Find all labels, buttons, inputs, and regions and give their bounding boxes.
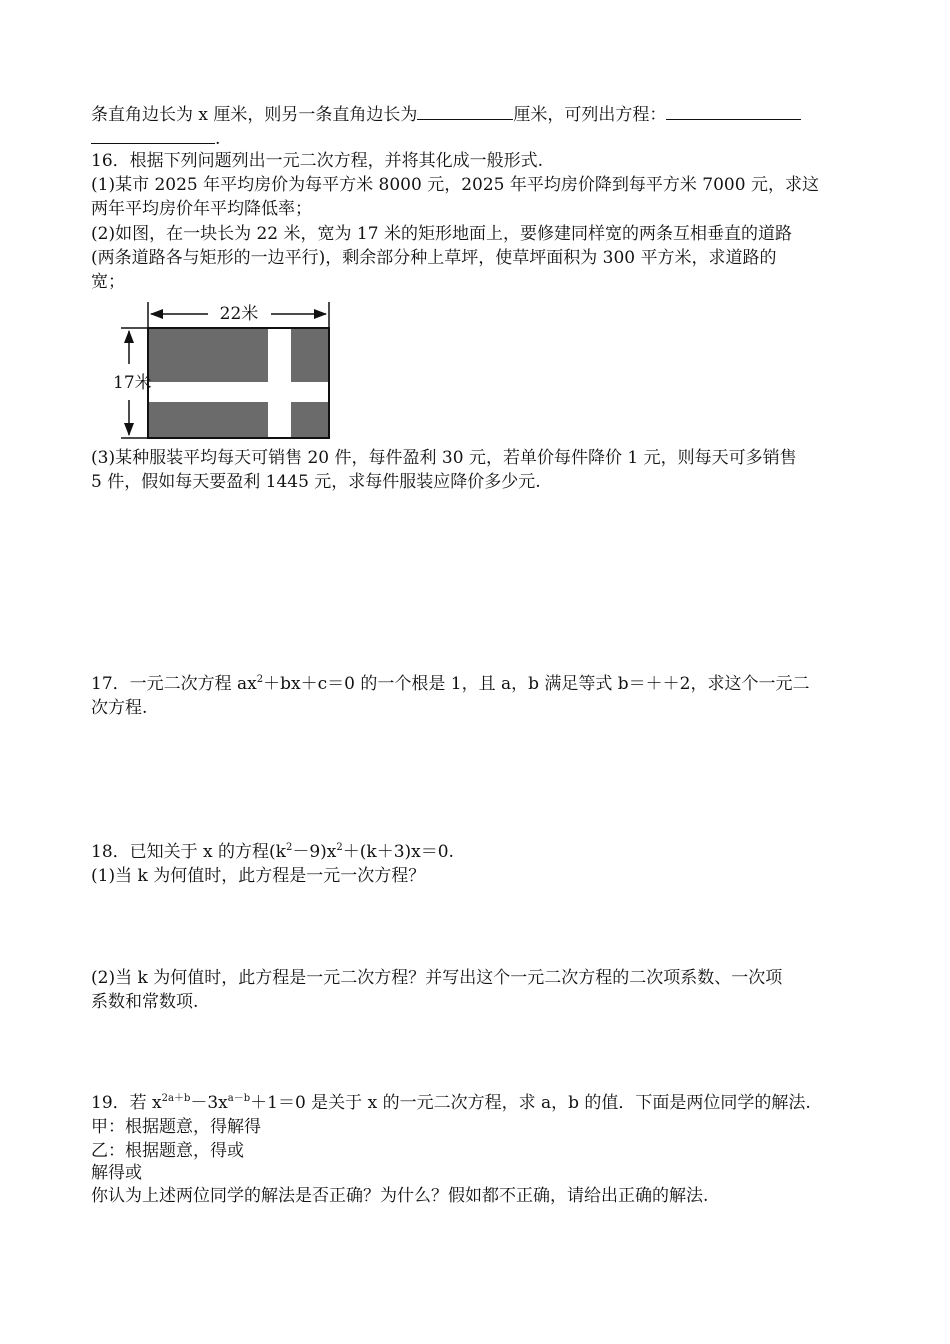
q17-exponent: 2 [256, 674, 264, 685]
q19-solution-yi-solve: 解得或 [91, 1163, 142, 1183]
q15-answer-blank-2[interactable] [666, 102, 801, 120]
q19-text-b: －3x [190, 1093, 228, 1113]
q18-exponent-2: 2 [336, 842, 343, 853]
width-arrowhead-left [150, 309, 163, 319]
q15-line2 [91, 126, 220, 151]
q18-text-b: －9)x [292, 842, 337, 862]
lawn-top-left [149, 329, 268, 382]
q15-line1 [91, 102, 801, 127]
q17-text-b: ＋bx＋c＝0 的一个根是 1，且 a，b 满足等式 b＝＋＋2，求这个一元二 [263, 674, 810, 694]
q16-part2-line2: (两条道路各与矩形的一边平行)，剩余部分种上草坪，使草坪面积为 300 平方米，求道路的 [91, 248, 777, 268]
height-arrowhead-bottom [124, 423, 134, 436]
q18-part2-line2: 系数和常数项. [91, 992, 199, 1012]
q15-text-a: 条直角边长为 x 厘米，则另一条直角边长为 [91, 105, 418, 125]
q15-text-b: 厘米，可列出方程： [513, 105, 667, 125]
q18-part1: (1)当 k 为何值时，此方程是一元一次方程？ [91, 866, 426, 886]
q19-text-a: 19．若 x [91, 1093, 162, 1113]
q16-stem: 16．根据下列问题列出一元二次方程，并将其化成一般形式. [91, 151, 544, 171]
width-arrowhead-right [314, 309, 327, 319]
q19-exponent-1: 2a＋b [161, 1093, 191, 1104]
road-figure [113, 300, 339, 442]
q18-text-c: ＋(k＋3)x＝0. [342, 842, 454, 862]
q15-answer-blank-1[interactable] [417, 102, 513, 120]
lawn-top-right [291, 329, 328, 382]
q16-part1-line1: (1)某市 2025 年平均房价为每平方米 8000 元，2025 年平均房价降到每平方米 7000 元，求这 [91, 175, 819, 195]
q19-text-c: ＋1＝0 是关于 x 的一元二次方程，求 a，b 的值．下面是两位同学的解法. [250, 1093, 811, 1113]
width-label: 22米 [219, 304, 259, 324]
q18-text-a: 18．已知关于 x 的方程(k [91, 842, 286, 862]
q16-part1-line2: 两年平均房价年平均降低率； [91, 199, 312, 219]
q19-exponent-2: a－b [227, 1093, 251, 1104]
q17-line2: 次方程. [91, 698, 148, 718]
q19-question: 你认为上述两位同学的解法是否正确？为什么？假如都不正确，请给出正确的解法. [91, 1186, 709, 1206]
lawn-bottom-right [291, 402, 328, 437]
height-label: 17米 [113, 373, 152, 393]
road-figure-svg [113, 300, 339, 442]
q17-text-a: 17．一元二次方程 ax [91, 674, 257, 694]
q17-line1 [91, 672, 810, 696]
q19-solution-jia: 甲：根据题意，得解得 [91, 1117, 261, 1137]
q19-stem [91, 1091, 811, 1115]
height-arrowhead-top [124, 330, 134, 343]
q18-part2-line1: (2)当 k 为何值时，此方程是一元二次方程？并写出这个一元二次方程的二次项系数、一次项 [91, 968, 783, 988]
lawn-bottom-left [149, 402, 268, 437]
q16-part3-line1: (3)某种服装平均每天可销售 20 件，每件盈利 30 元，若单价每件降价 1 元，则每天可多销售 [91, 448, 797, 468]
q18-exponent-1: 2 [285, 842, 293, 853]
q16-part3-line2: 5 件，假如每天要盈利 1445 元，求每件服装应降价多少元. [91, 472, 541, 492]
q15-answer-blank-3[interactable] [91, 126, 215, 144]
q16-part2-line3: 宽； [91, 272, 125, 292]
q15-end: . [215, 129, 221, 149]
q19-solution-yi: 乙：根据题意，得或 [91, 1141, 244, 1161]
q18-stem [91, 840, 454, 864]
q16-part2-line1: (2)如图，在一块长为 22 米，宽为 17 米的矩形地面上，要修建同样宽的两条互相垂直的道路 [91, 224, 792, 244]
